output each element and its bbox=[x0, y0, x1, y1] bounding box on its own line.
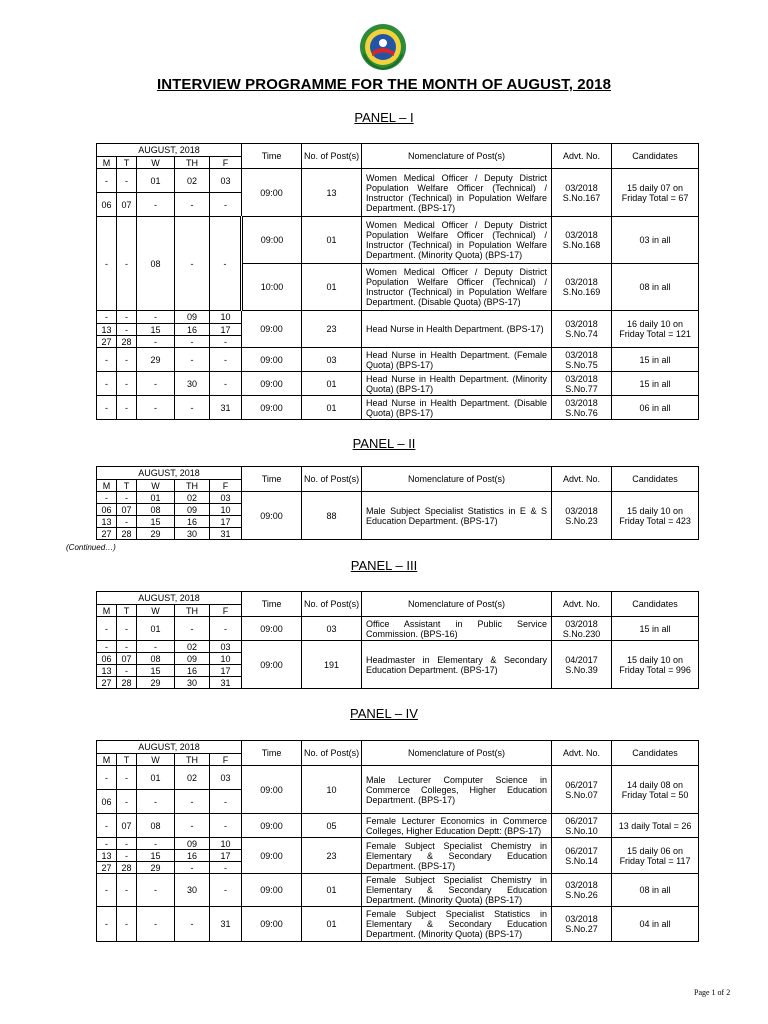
day-cell: - bbox=[97, 766, 117, 790]
day-cell: 02 bbox=[175, 766, 210, 790]
nomenclature-cell: Head Nurse in Health Department. (Female Quota) (BPS-17) bbox=[362, 348, 552, 372]
page-number: Page 1 of 2 bbox=[694, 988, 731, 997]
day-cell: 08 bbox=[137, 653, 175, 665]
time-cell: 09:00 bbox=[242, 766, 302, 814]
advt-header: Advt. No. bbox=[552, 592, 612, 617]
day-cell: - bbox=[117, 907, 137, 942]
time-header: Time bbox=[242, 144, 302, 169]
time-cell: 09:00 bbox=[242, 311, 302, 348]
day-cell: - bbox=[137, 372, 175, 396]
posts-cell: 13 bbox=[302, 169, 362, 217]
day-cell: - bbox=[137, 838, 175, 850]
nomenclature-header: Nomenclature of Post(s) bbox=[362, 144, 552, 169]
day-header: W bbox=[137, 754, 175, 766]
day-cell: 17 bbox=[210, 324, 242, 336]
candidates-cell: 15 in all bbox=[612, 617, 699, 641]
posts-cell: 03 bbox=[302, 348, 362, 372]
day-header: T bbox=[117, 157, 137, 169]
advt-cell: 06/2017 S.No.07 bbox=[552, 766, 612, 814]
day-cell: 31 bbox=[210, 677, 242, 689]
day-cell: 17 bbox=[210, 850, 242, 862]
continued-note: (Continued…) bbox=[66, 543, 116, 552]
time-cell: 09:00 bbox=[242, 372, 302, 396]
day-cell: - bbox=[117, 838, 137, 850]
posts-cell: 01 bbox=[302, 372, 362, 396]
day-cell: - bbox=[210, 348, 242, 372]
day-cell: 03 bbox=[210, 641, 242, 653]
nomenclature-cell: Women Medical Officer / Deputy District Population Welfare Officer (Technical) / Instructor (Technical) in Population Welfare Department. (BPS-17) bbox=[362, 169, 552, 217]
posts-cell: 01 bbox=[302, 874, 362, 907]
day-cell: - bbox=[117, 850, 137, 862]
commission-logo bbox=[358, 22, 408, 72]
day-cell: 13 bbox=[97, 850, 117, 862]
posts-header: No. of Post(s) bbox=[302, 592, 362, 617]
day-cell: - bbox=[175, 814, 210, 838]
schedule-table bbox=[96, 143, 699, 420]
table-row bbox=[97, 396, 699, 420]
candidates-header: Candidates bbox=[612, 144, 699, 169]
candidates-cell: 16 daily 10 on Friday Total = 121 bbox=[612, 311, 699, 348]
day-cell: - bbox=[175, 862, 210, 874]
day-cell: - bbox=[175, 193, 210, 217]
candidates-cell: 03 in all bbox=[612, 217, 699, 264]
table-row bbox=[97, 217, 699, 264]
day-header: T bbox=[117, 480, 137, 492]
posts-header: No. of Post(s) bbox=[302, 144, 362, 169]
day-cell: 29 bbox=[137, 677, 175, 689]
day-cell: - bbox=[175, 617, 210, 641]
day-cell: - bbox=[210, 790, 242, 814]
day-cell: 29 bbox=[137, 862, 175, 874]
table-row bbox=[97, 907, 699, 942]
day-cell: - bbox=[97, 217, 117, 311]
candidates-cell: 08 in all bbox=[612, 874, 699, 907]
table-row bbox=[97, 641, 699, 653]
day-cell: - bbox=[97, 348, 117, 372]
day-cell: 31 bbox=[210, 907, 242, 942]
day-cell: - bbox=[210, 617, 242, 641]
header-row bbox=[97, 467, 699, 480]
advt-cell: 03/2018 S.No.169 bbox=[552, 264, 612, 311]
day-cell: 07 bbox=[117, 814, 137, 838]
time-header: Time bbox=[242, 592, 302, 617]
day-cell: 08 bbox=[137, 217, 175, 311]
day-cell: 28 bbox=[117, 677, 137, 689]
day-cell: - bbox=[137, 311, 175, 324]
candidates-header: Candidates bbox=[612, 592, 699, 617]
posts-cell: 01 bbox=[302, 264, 362, 311]
day-cell: 03 bbox=[210, 169, 242, 193]
advt-cell: 03/2018 S.No.167 bbox=[552, 169, 612, 217]
day-cell: 27 bbox=[97, 528, 117, 540]
schedule-table bbox=[96, 740, 699, 942]
month-header: AUGUST, 2018 bbox=[97, 144, 242, 157]
day-cell: 07 bbox=[117, 504, 137, 516]
posts-cell: 01 bbox=[302, 907, 362, 942]
day-header: W bbox=[137, 157, 175, 169]
panel-title: PANEL – I bbox=[354, 110, 414, 125]
day-cell: 01 bbox=[137, 766, 175, 790]
day-cell: 07 bbox=[117, 653, 137, 665]
nomenclature-cell: Head Nurse in Health Department. (BPS-17) bbox=[362, 311, 552, 348]
day-cell: 06 bbox=[97, 790, 117, 814]
posts-cell: 05 bbox=[302, 814, 362, 838]
advt-header: Advt. No. bbox=[552, 467, 612, 492]
day-cell: 02 bbox=[175, 492, 210, 504]
nomenclature-cell: Female Subject Specialist Chemistry in Elementary & Secondary Education Department. (BPS-17) bbox=[362, 838, 552, 874]
advt-cell: 03/2018 S.No.77 bbox=[552, 372, 612, 396]
advt-cell: 04/2017 S.No.39 bbox=[552, 641, 612, 689]
panel-title: PANEL – II bbox=[352, 436, 416, 451]
candidates-cell: 04 in all bbox=[612, 907, 699, 942]
day-cell: - bbox=[175, 790, 210, 814]
day-cell: 30 bbox=[175, 874, 210, 907]
day-cell: 13 bbox=[97, 324, 117, 336]
day-cell: - bbox=[175, 217, 210, 311]
day-cell: - bbox=[175, 348, 210, 372]
table-row bbox=[97, 838, 699, 850]
day-cell: - bbox=[97, 814, 117, 838]
nomenclature-cell: Office Assistant in Public Service Commission. (BPS-16) bbox=[362, 617, 552, 641]
day-cell: 28 bbox=[117, 336, 137, 348]
day-cell: - bbox=[137, 790, 175, 814]
nomenclature-cell: Head Nurse in Health Department. (Minority Quota) (BPS-17) bbox=[362, 372, 552, 396]
day-header: M bbox=[97, 480, 117, 492]
time-cell: 09:00 bbox=[242, 492, 302, 540]
posts-cell: 01 bbox=[302, 396, 362, 420]
day-cell: 15 bbox=[137, 516, 175, 528]
day-header: M bbox=[97, 605, 117, 617]
candidates-cell: 15 in all bbox=[612, 348, 699, 372]
candidates-cell: 15 in all bbox=[612, 372, 699, 396]
day-cell: - bbox=[97, 169, 117, 193]
day-cell: - bbox=[137, 874, 175, 907]
day-cell: 03 bbox=[210, 766, 242, 790]
day-header: T bbox=[117, 605, 137, 617]
posts-header: No. of Post(s) bbox=[302, 741, 362, 766]
day-cell: - bbox=[117, 766, 137, 790]
day-cell: - bbox=[117, 396, 137, 420]
day-cell: 29 bbox=[137, 528, 175, 540]
day-cell: 13 bbox=[97, 516, 117, 528]
day-cell: 15 bbox=[137, 665, 175, 677]
time-cell: 09:00 bbox=[242, 907, 302, 942]
day-cell: 28 bbox=[117, 528, 137, 540]
advt-cell: 03/2018 S.No.27 bbox=[552, 907, 612, 942]
panel-title: PANEL – IV bbox=[350, 706, 418, 721]
nomenclature-header: Nomenclature of Post(s) bbox=[362, 741, 552, 766]
day-cell: 27 bbox=[97, 336, 117, 348]
day-header: TH bbox=[175, 480, 210, 492]
day-cell: 08 bbox=[137, 504, 175, 516]
day-cell: - bbox=[175, 336, 210, 348]
advt-header: Advt. No. bbox=[552, 144, 612, 169]
day-header: W bbox=[137, 605, 175, 617]
advt-cell: 03/2018 S.No.76 bbox=[552, 396, 612, 420]
day-cell: - bbox=[117, 516, 137, 528]
day-cell: 31 bbox=[210, 396, 242, 420]
time-cell: 09:00 bbox=[242, 814, 302, 838]
day-cell: 29 bbox=[137, 348, 175, 372]
time-cell: 10:00 bbox=[242, 264, 302, 311]
day-cell: - bbox=[137, 641, 175, 653]
day-cell: - bbox=[210, 372, 242, 396]
day-cell: - bbox=[117, 169, 137, 193]
day-cell: - bbox=[97, 311, 117, 324]
nomenclature-cell: Head Nurse in Health Department. (Disable Quota) (BPS-17) bbox=[362, 396, 552, 420]
day-cell: - bbox=[97, 838, 117, 850]
day-cell: - bbox=[175, 396, 210, 420]
time-cell: 09:00 bbox=[242, 217, 302, 264]
nomenclature-cell: Male Subject Specialist Statistics in E & S Education Department. (BPS-17) bbox=[362, 492, 552, 540]
day-cell: 01 bbox=[137, 492, 175, 504]
day-cell: - bbox=[117, 311, 137, 324]
day-cell: 09 bbox=[175, 311, 210, 324]
day-cell: - bbox=[137, 193, 175, 217]
day-header: W bbox=[137, 480, 175, 492]
day-cell: - bbox=[210, 193, 242, 217]
time-header: Time bbox=[242, 741, 302, 766]
advt-cell: 06/2017 S.No.14 bbox=[552, 838, 612, 874]
candidates-cell: 15 daily 07 on Friday Total = 67 bbox=[612, 169, 699, 217]
candidates-cell: 13 daily Total = 26 bbox=[612, 814, 699, 838]
day-cell: - bbox=[137, 907, 175, 942]
day-cell: - bbox=[97, 641, 117, 653]
day-cell: 10 bbox=[210, 504, 242, 516]
day-cell: 02 bbox=[175, 169, 210, 193]
header-row bbox=[97, 592, 699, 605]
day-header: F bbox=[210, 605, 242, 617]
candidates-header: Candidates bbox=[612, 467, 699, 492]
day-cell: 16 bbox=[175, 665, 210, 677]
advt-header: Advt. No. bbox=[552, 741, 612, 766]
day-cell: 07 bbox=[117, 193, 137, 217]
day-cell: 10 bbox=[210, 653, 242, 665]
time-cell: 09:00 bbox=[242, 169, 302, 217]
time-cell: 09:00 bbox=[242, 874, 302, 907]
candidates-cell: 15 daily 06 on Friday Total = 117 bbox=[612, 838, 699, 874]
panel-title: PANEL – III bbox=[350, 558, 418, 573]
day-cell: - bbox=[97, 907, 117, 942]
day-cell: 01 bbox=[137, 617, 175, 641]
schedule-table bbox=[96, 466, 699, 540]
advt-cell: 03/2018 S.No.230 bbox=[552, 617, 612, 641]
day-cell: - bbox=[117, 641, 137, 653]
header-row bbox=[97, 144, 699, 157]
schedule-table bbox=[96, 591, 699, 689]
time-cell: 09:00 bbox=[242, 838, 302, 874]
table-row bbox=[97, 492, 699, 504]
posts-cell: 23 bbox=[302, 311, 362, 348]
day-cell: - bbox=[117, 348, 137, 372]
posts-header: No. of Post(s) bbox=[302, 467, 362, 492]
day-cell: - bbox=[97, 372, 117, 396]
day-cell: - bbox=[210, 336, 242, 348]
day-cell: - bbox=[210, 217, 242, 311]
candidates-cell: 08 in all bbox=[612, 264, 699, 311]
day-header: F bbox=[210, 754, 242, 766]
day-header: F bbox=[210, 480, 242, 492]
time-header: Time bbox=[242, 467, 302, 492]
table-row bbox=[97, 169, 699, 193]
day-cell: - bbox=[117, 492, 137, 504]
candidates-cell: 14 daily 08 on Friday Total = 50 bbox=[612, 766, 699, 814]
day-cell: 16 bbox=[175, 324, 210, 336]
day-cell: - bbox=[210, 874, 242, 907]
nomenclature-cell: Women Medical Officer / Deputy District Population Welfare Officer (Technical) / Instructor (Technical) in Population Welfare Department. (Disable Quota) (BPS-17) bbox=[362, 264, 552, 311]
day-cell: - bbox=[117, 217, 137, 311]
table-row bbox=[97, 311, 699, 324]
time-cell: 09:00 bbox=[242, 348, 302, 372]
header-row bbox=[97, 741, 699, 754]
table-row bbox=[97, 348, 699, 372]
day-cell: - bbox=[137, 396, 175, 420]
nomenclature-header: Nomenclature of Post(s) bbox=[362, 592, 552, 617]
table-row bbox=[97, 372, 699, 396]
day-header: TH bbox=[175, 157, 210, 169]
day-header: M bbox=[97, 754, 117, 766]
advt-cell: 03/2018 S.No.168 bbox=[552, 217, 612, 264]
day-cell: - bbox=[97, 617, 117, 641]
posts-cell: 23 bbox=[302, 838, 362, 874]
candidates-cell: 15 daily 10 on Friday Total = 423 bbox=[612, 492, 699, 540]
nomenclature-cell: Male Lecturer Computer Science in Commerce Colleges, Higher Education Department. (BPS-17) bbox=[362, 766, 552, 814]
day-cell: - bbox=[175, 907, 210, 942]
nomenclature-cell: Female Subject Specialist Chemistry in Elementary & Secondary Education Department. (Minority Quota) (BPS-17) bbox=[362, 874, 552, 907]
day-cell: - bbox=[117, 372, 137, 396]
day-cell: 09 bbox=[175, 838, 210, 850]
day-cell: 31 bbox=[210, 528, 242, 540]
month-header: AUGUST, 2018 bbox=[97, 741, 242, 754]
day-cell: 15 bbox=[137, 850, 175, 862]
day-header: F bbox=[210, 157, 242, 169]
day-cell: 30 bbox=[175, 528, 210, 540]
day-cell: 09 bbox=[175, 504, 210, 516]
day-cell: - bbox=[97, 492, 117, 504]
posts-cell: 03 bbox=[302, 617, 362, 641]
table-row bbox=[97, 874, 699, 907]
table-row bbox=[97, 617, 699, 641]
candidates-cell: 15 daily 10 on Friday Total = 996 bbox=[612, 641, 699, 689]
day-cell: - bbox=[117, 324, 137, 336]
day-cell: 30 bbox=[175, 677, 210, 689]
day-header: TH bbox=[175, 605, 210, 617]
candidates-header: Candidates bbox=[612, 741, 699, 766]
table-row bbox=[97, 814, 699, 838]
nomenclature-header: Nomenclature of Post(s) bbox=[362, 467, 552, 492]
day-cell: - bbox=[117, 665, 137, 677]
posts-cell: 10 bbox=[302, 766, 362, 814]
nomenclature-cell: Women Medical Officer / Deputy District Population Welfare Officer (Technical) / Instructor (Technical) in Population Welfare Department. (Minority Quota) (BPS-17) bbox=[362, 217, 552, 264]
posts-cell: 88 bbox=[302, 492, 362, 540]
day-cell: 16 bbox=[175, 516, 210, 528]
day-cell: 17 bbox=[210, 516, 242, 528]
day-cell: 10 bbox=[210, 838, 242, 850]
day-header: T bbox=[117, 754, 137, 766]
day-cell: - bbox=[210, 862, 242, 874]
day-cell: 16 bbox=[175, 850, 210, 862]
month-header: AUGUST, 2018 bbox=[97, 467, 242, 480]
day-header: TH bbox=[175, 754, 210, 766]
day-cell: 01 bbox=[137, 169, 175, 193]
advt-cell: 06/2017 S.No.10 bbox=[552, 814, 612, 838]
day-cell: 03 bbox=[210, 492, 242, 504]
day-cell: 28 bbox=[117, 862, 137, 874]
day-cell: - bbox=[97, 396, 117, 420]
day-cell: 27 bbox=[97, 862, 117, 874]
day-cell: - bbox=[117, 790, 137, 814]
posts-cell: 01 bbox=[302, 217, 362, 264]
advt-cell: 03/2018 S.No.26 bbox=[552, 874, 612, 907]
day-cell: 02 bbox=[175, 641, 210, 653]
day-cell: 30 bbox=[175, 372, 210, 396]
time-cell: 09:00 bbox=[242, 396, 302, 420]
candidates-cell: 06 in all bbox=[612, 396, 699, 420]
advt-cell: 03/2018 S.No.74 bbox=[552, 311, 612, 348]
day-cell: 09 bbox=[175, 653, 210, 665]
table-row bbox=[97, 766, 699, 790]
day-cell: 06 bbox=[97, 653, 117, 665]
month-header: AUGUST, 2018 bbox=[97, 592, 242, 605]
day-cell: - bbox=[210, 814, 242, 838]
day-header: M bbox=[97, 157, 117, 169]
nomenclature-cell: Female Subject Specialist Statistics in Elementary & Secondary Education Department. (Minority Quota) (BPS-17) bbox=[362, 907, 552, 942]
day-cell: - bbox=[117, 874, 137, 907]
day-cell: 17 bbox=[210, 665, 242, 677]
day-cell: 13 bbox=[97, 665, 117, 677]
day-cell: 27 bbox=[97, 677, 117, 689]
day-cell: - bbox=[137, 336, 175, 348]
document-title: INTERVIEW PROGRAMME FOR THE MONTH OF AUGUST, 2018 bbox=[156, 76, 612, 93]
nomenclature-cell: Female Lecturer Economics in Commerce Colleges, Higher Education Deptt: (BPS-17) bbox=[362, 814, 552, 838]
day-cell: 08 bbox=[137, 814, 175, 838]
advt-cell: 03/2018 S.No.75 bbox=[552, 348, 612, 372]
day-cell: 15 bbox=[137, 324, 175, 336]
nomenclature-cell: Headmaster in Elementary & Secondary Education Department. (BPS-17) bbox=[362, 641, 552, 689]
day-cell: 06 bbox=[97, 193, 117, 217]
time-cell: 09:00 bbox=[242, 641, 302, 689]
day-cell: - bbox=[117, 617, 137, 641]
time-cell: 09:00 bbox=[242, 617, 302, 641]
advt-cell: 03/2018 S.No.23 bbox=[552, 492, 612, 540]
day-cell: - bbox=[97, 874, 117, 907]
day-cell: 10 bbox=[210, 311, 242, 324]
posts-cell: 191 bbox=[302, 641, 362, 689]
day-cell: 06 bbox=[97, 504, 117, 516]
